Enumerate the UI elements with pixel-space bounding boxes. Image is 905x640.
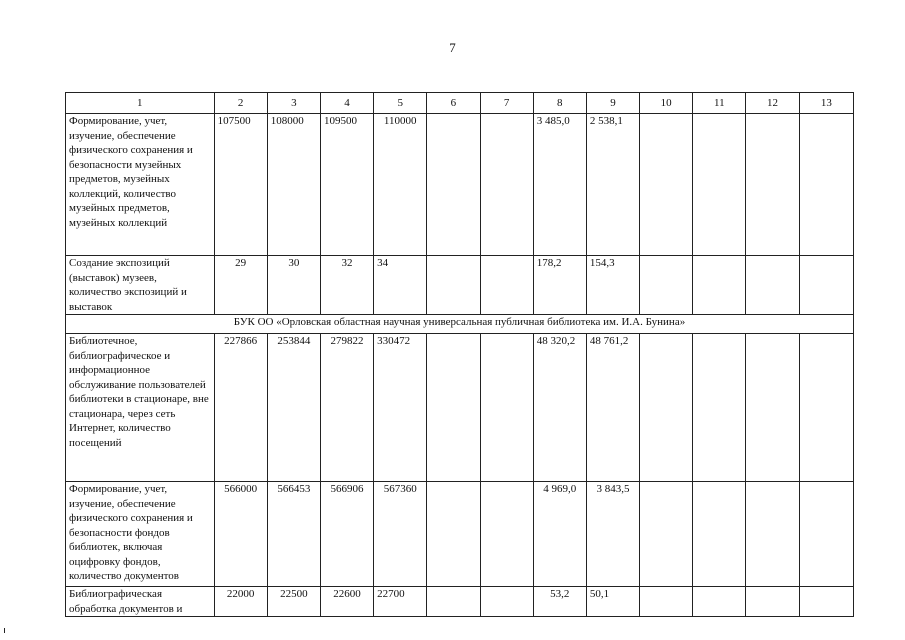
- cell-col-12: [746, 114, 799, 256]
- header-row: [66, 93, 854, 114]
- cell-col-11: [693, 587, 746, 617]
- cell-col-8: 3 485,0: [533, 114, 586, 256]
- cell-col-5: 567360: [374, 482, 427, 587]
- cell-col-10: [640, 334, 693, 482]
- cell-col-11: [693, 482, 746, 587]
- cell-col-4: 279822: [320, 334, 373, 482]
- cell-col-11: [693, 256, 746, 315]
- column-header-7: 7: [480, 93, 533, 114]
- cell-col-12: [746, 587, 799, 617]
- cell-col-5: 330472: [374, 334, 427, 482]
- column-header-12: 12: [746, 93, 799, 114]
- column-header-6: 6: [427, 93, 480, 114]
- column-header-10: 10: [640, 93, 693, 114]
- column-header-2: 2: [214, 93, 267, 114]
- cell-col-11: [693, 334, 746, 482]
- cell-col-13: [799, 587, 853, 617]
- row-name: Библиотечное, библиографическое и информационное обслуживание пользователей библиотеки в стационаре, вне стационара, через сеть Интернет, количество посещений: [66, 334, 215, 482]
- cell-col-8: 4 969,0: [533, 482, 586, 587]
- column-header-4: 4: [320, 93, 373, 114]
- cell-col-6: [427, 482, 480, 587]
- section-title: БУК ОО «Орловская областная научная универсальная публичная библиотека им. И.А. Бунина»: [66, 315, 854, 334]
- table-row: [66, 334, 854, 482]
- cell-col-12: [746, 482, 799, 587]
- row-name: Библиографическая обработка документов и: [66, 587, 215, 617]
- section-row: [66, 315, 854, 334]
- cell-col-2: 22000: [214, 587, 267, 617]
- cell-col-5: 34: [374, 256, 427, 315]
- cell-col-7: [480, 587, 533, 617]
- cell-col-13: [799, 256, 853, 315]
- page-number: 7: [449, 40, 456, 55]
- cell-col-13: [799, 334, 853, 482]
- cell-col-8: 53,2: [533, 587, 586, 617]
- cell-col-12: [746, 334, 799, 482]
- cell-col-7: [480, 256, 533, 315]
- cell-col-6: [427, 114, 480, 256]
- cell-col-8: 48 320,2: [533, 334, 586, 482]
- data-table: [65, 92, 854, 617]
- cell-col-3: 30: [267, 256, 320, 315]
- cell-col-4: 22600: [320, 587, 373, 617]
- cell-col-5: 22700: [374, 587, 427, 617]
- cell-col-10: [640, 114, 693, 256]
- cell-col-2: 107500: [214, 114, 267, 256]
- cell-col-11: [693, 114, 746, 256]
- cell-col-8: 178,2: [533, 256, 586, 315]
- cell-col-3: 566453: [267, 482, 320, 587]
- cell-col-13: [799, 482, 853, 587]
- cell-col-3: 22500: [267, 587, 320, 617]
- cell-col-4: 566906: [320, 482, 373, 587]
- cell-col-6: [427, 256, 480, 315]
- table-row: [66, 482, 854, 587]
- column-header-8: 8: [533, 93, 586, 114]
- table-row: [66, 256, 854, 315]
- cell-col-4: 109500: [320, 114, 373, 256]
- cell-col-6: [427, 587, 480, 617]
- cell-col-3: 108000: [267, 114, 320, 256]
- cell-col-9: 3 843,5: [586, 482, 639, 587]
- cell-col-9: 50,1: [586, 587, 639, 617]
- row-name: Создание экспозиций (выставок) музеев, количество экспозиций и выставок: [66, 256, 215, 315]
- column-header-13: 13: [799, 93, 853, 114]
- cell-col-2: 227866: [214, 334, 267, 482]
- column-header-1: 1: [66, 93, 215, 114]
- cell-col-9: 48 761,2: [586, 334, 639, 482]
- cell-col-13: [799, 114, 853, 256]
- cell-col-10: [640, 587, 693, 617]
- cell-col-12: [746, 256, 799, 315]
- cell-col-3: 253844: [267, 334, 320, 482]
- cell-col-2: 29: [214, 256, 267, 315]
- table-row: [66, 114, 854, 256]
- column-header-3: 3: [267, 93, 320, 114]
- table-row: [66, 587, 854, 617]
- row-name: Формирование, учет, изучение, обеспечение физического сохранения и безопасности музейных предметов, музейных коллекций, количество музейных предметов, музейных коллекций: [66, 114, 215, 256]
- cell-col-7: [480, 482, 533, 587]
- cell-col-10: [640, 482, 693, 587]
- cell-col-6: [427, 334, 480, 482]
- column-header-9: 9: [586, 93, 639, 114]
- cell-col-9: 154,3: [586, 256, 639, 315]
- cell-col-2: 566000: [214, 482, 267, 587]
- scan-artifact: [4, 628, 5, 633]
- cell-col-5: 110000: [374, 114, 427, 256]
- cell-col-4: 32: [320, 256, 373, 315]
- column-header-11: 11: [693, 93, 746, 114]
- cell-col-9: 2 538,1: [586, 114, 639, 256]
- column-header-5: 5: [374, 93, 427, 114]
- row-name: Формирование, учет, изучение, обеспечение физического сохранения и безопасности фондов библиотек, включая оцифровку фондов, количество документов: [66, 482, 215, 587]
- cell-col-10: [640, 256, 693, 315]
- cell-col-7: [480, 114, 533, 256]
- cell-col-7: [480, 334, 533, 482]
